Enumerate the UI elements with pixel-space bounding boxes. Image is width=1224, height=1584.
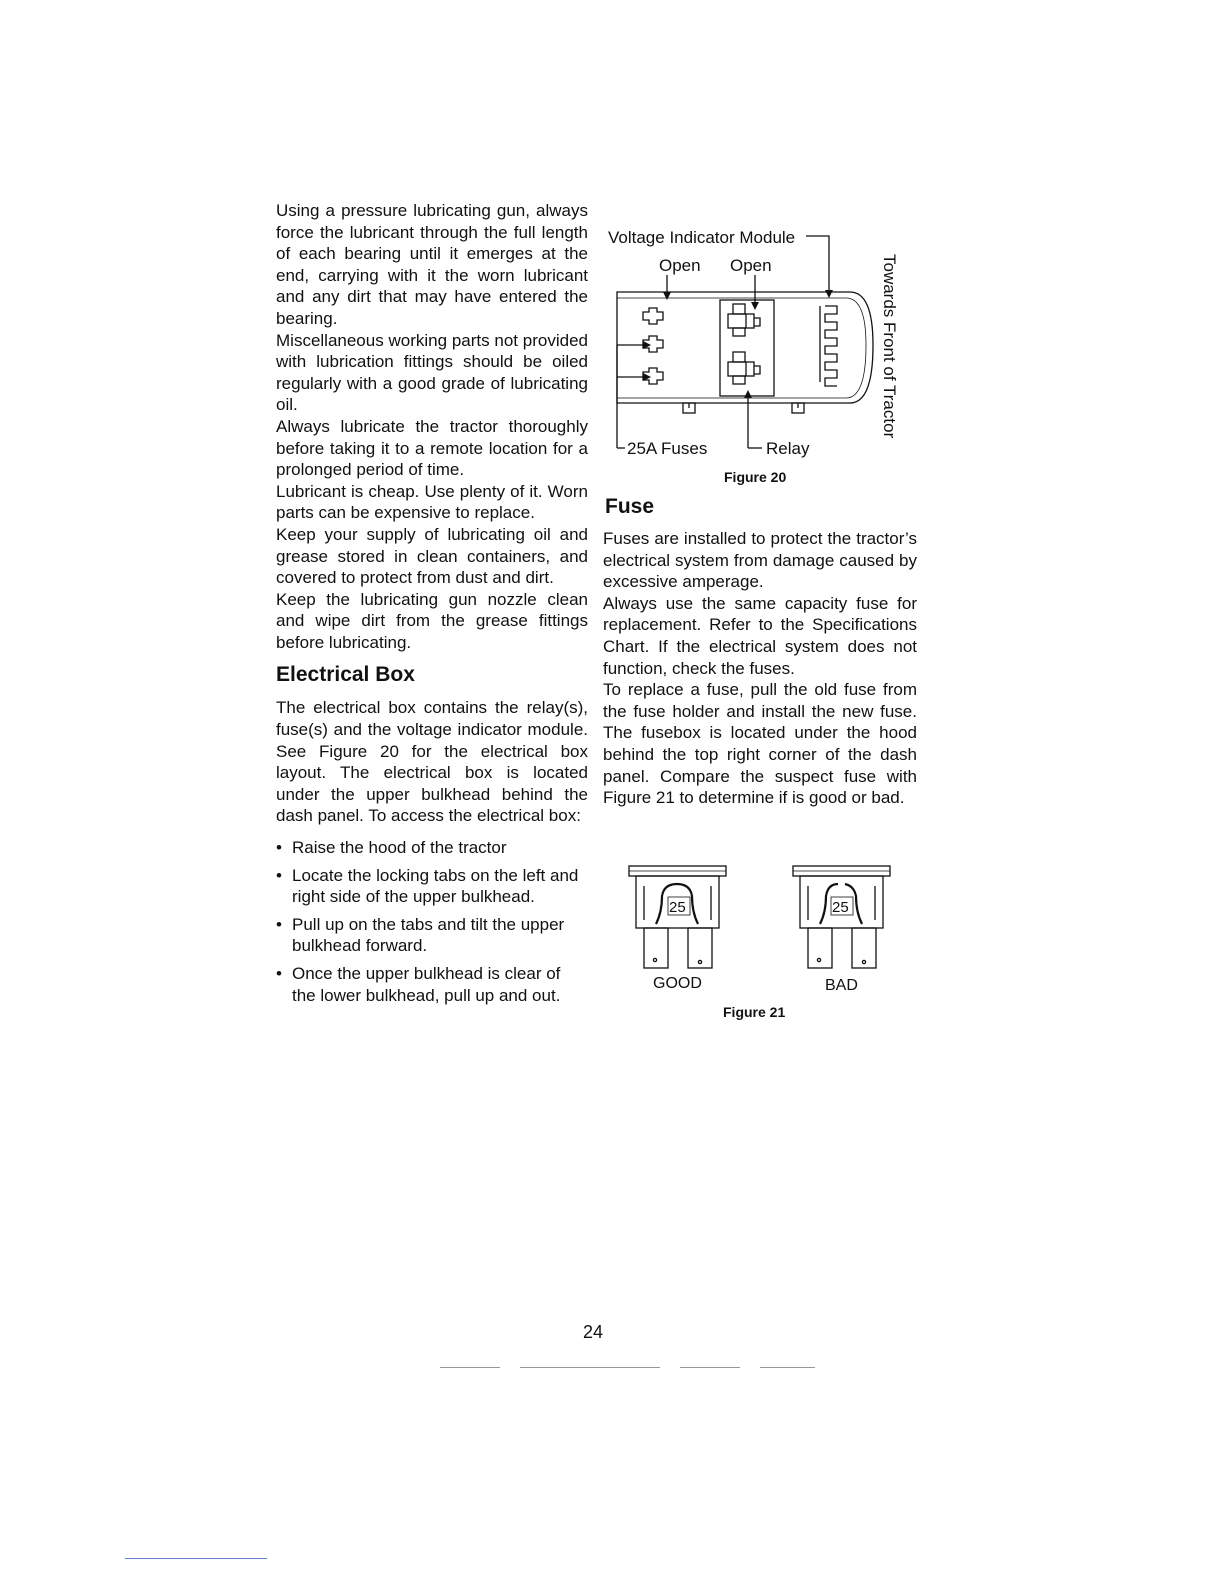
fuse-rating: 25 (669, 899, 686, 916)
page-number: 24 (583, 1322, 604, 1342)
list-item: • Once the upper bulkhead is clear of the lower bulkhead, pull up and out. (276, 963, 588, 1006)
paragraph: To replace a fuse, pull the old fuse from the fuse holder and install the new fuse. The fusebox is located under the hood behind the top right corner of the dash panel. Compare the suspect fuse with Figure 21 to determine if is good or bad. (603, 680, 917, 808)
divider (520, 1367, 660, 1368)
relay-label: Relay (766, 439, 810, 458)
open-label: Open (659, 256, 701, 275)
paragraph: Keep your supply of lubricating oil and grease stored in clean containers, and covered to protect from dust and dirt. (276, 524, 588, 588)
paragraph: Always use the same capacity fuse for replacement. Refer to the Specifications Chart. If the electrical system does not function, check the fuses. (603, 593, 917, 678)
list-item: • Raise the hood of the tractor (276, 837, 588, 859)
paragraph: Using a pressure lubricating gun, always force the lubricant through the full length of each bearing until it emerges at the end, carrying with it the worn lubricant and any dirt that may have entered the bearing. (276, 201, 588, 328)
list-item: • Pull up on the tabs and tilt the upper bulkhead forward. (276, 914, 588, 957)
figure-20-caption: Figure 20 (724, 469, 787, 485)
list-item: • Locate the locking tabs on the left and right side of the upper bulkhead. (276, 865, 588, 908)
figure-21-caption: Figure 21 (723, 1004, 786, 1020)
electrical-box-heading: Electrical Box (276, 663, 415, 687)
fuse-heading: Fuse (605, 495, 655, 518)
paragraph: Keep the lubricating gun nozzle clean and wipe dirt from the grease fittings before lubricating. (276, 589, 588, 652)
towards-front-label: Towards Front of Tractor (880, 254, 899, 439)
fuse-section (603, 528, 917, 809)
paragraph: Lubricant is cheap. Use plenty of it. Worn parts can be expensive to replace. (276, 481, 588, 523)
good-fuse-label: GOOD (653, 975, 702, 992)
open-label: Open (730, 256, 772, 275)
access-steps-list (276, 837, 588, 1006)
figure-20-diagram (595, 215, 925, 465)
left-column (276, 200, 588, 1012)
paragraph: Fuses are installed to protect the tractor’s electrical system from damage caused by excessive amperage. (603, 529, 917, 592)
divider (125, 1558, 267, 1559)
fuses-label: 25A Fuses (627, 439, 708, 458)
fuse-rating: 25 (832, 899, 849, 916)
divider (680, 1367, 740, 1368)
figure-21-diagram (620, 858, 900, 998)
divider (440, 1367, 500, 1368)
paragraph: Always lubricate the tractor thoroughly before taking it to a remote location for a prolonged period of time. (276, 416, 588, 480)
voltage-module-label: Voltage Indicator Module (608, 228, 796, 247)
electrical-box-intro: The electrical box contains the relay(s), fuse(s) and the voltage indicator module. See Figure 20 for the electrical box layout. The electrical box is located under the upper bulkhead behind the dash panel. To access the electrical box: (276, 698, 588, 826)
paragraph: Miscellaneous working parts not provided with lubrication fittings should be oiled regularly with a good grade of lubricating oil. (276, 330, 588, 415)
divider (760, 1367, 815, 1368)
bad-fuse-label: BAD (825, 977, 858, 994)
